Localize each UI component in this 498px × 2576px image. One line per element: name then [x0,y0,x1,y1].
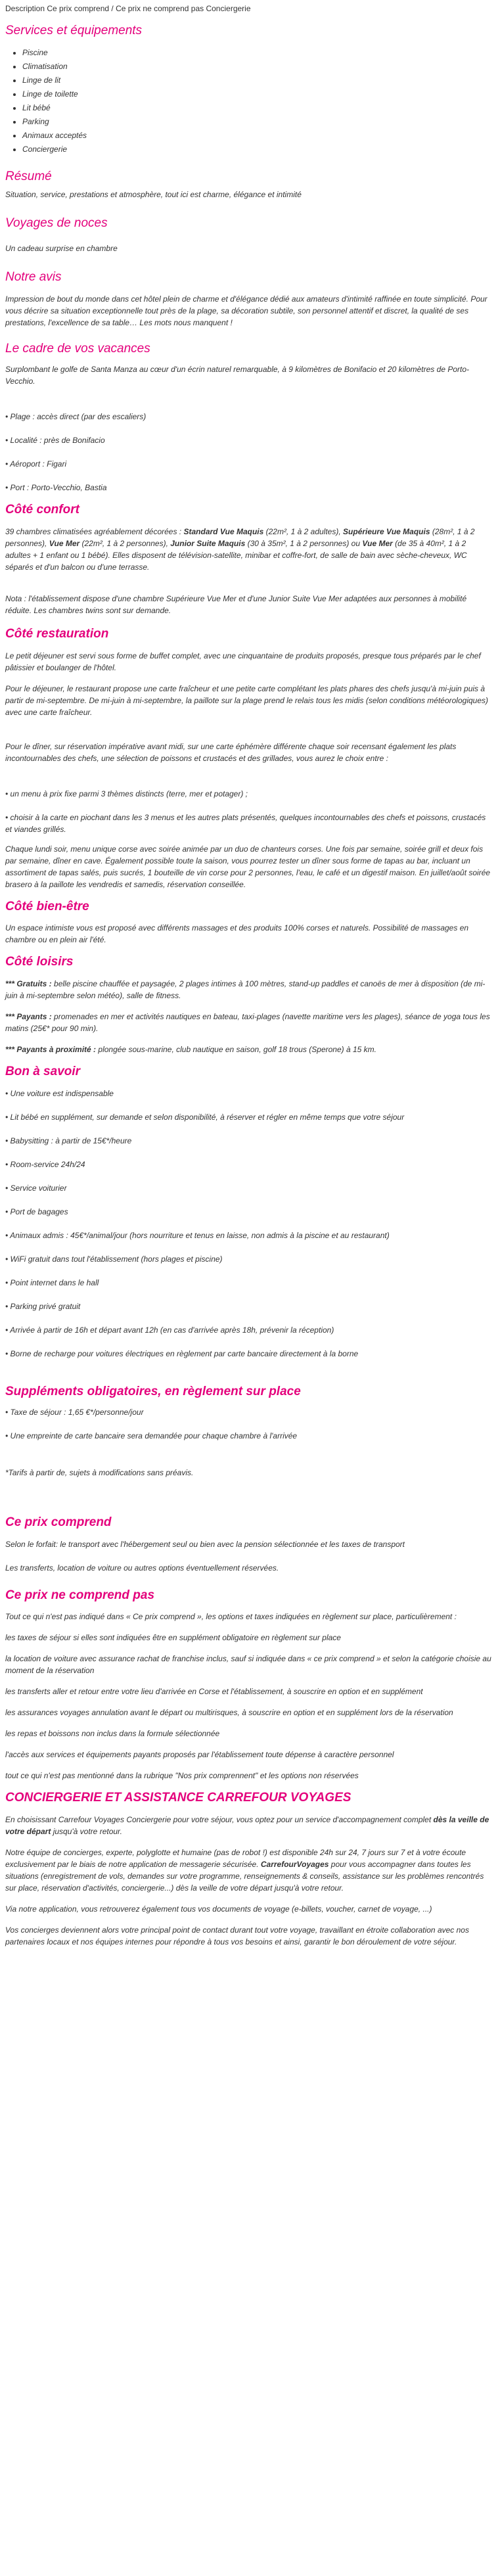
comfort-text [5,526,493,573]
info-item: • Port de bagages [5,1207,68,1216]
leisure-text: belle piscine chauffée et paysagée, 2 plages intimes à 100 mètres, stand-up paddles et canoës de mer à disposition (de mi-juin à mi-septembre selon météo), salle de fitness. [5,979,486,1001]
comfort-text-part: (22m², 1 à 2 adultes), [263,526,344,536]
comfort-text-part: (30 à 35m², 1 à 2 personnes) ou [245,538,363,548]
concierge-title: CONCIERGERIE ET ASSISTANCE CARREFOUR VOYAGES [5,1791,351,1805]
info-item: • Borne de recharge pour voitures électriques en règlement par carte bancaire directement à la borne [5,1348,359,1358]
comfort-text-part: (de 35 à 40m², 1 à 2 adultes + 1 enfant ou 1 bébé). Elles disposent de télévision-satellite, minibar et coffre-fort, de salle de bain avec sèche-cheveux, WC séparés et d'un balcon ou d'une terrasse. [5,538,467,572]
review-text: Impression de bout du monde dans cet hôtel plein de charme et d'élégance dédié aux amateurs d'intimité raffinée en toute simplicité. Pour vous décrire sa situation exceptionnelle tout près de la plage, sa décoration subtile, son personnel attentif et discret, la qualité de ses prestations, l'excellence de sa table… Les mots nous manquent ! [5,294,487,328]
list-item: • Piscine [22,47,493,58]
supplement-item: • Une empreinte de carte bancaire sera demandée pour chaque chambre à l'arrivée [5,1431,298,1440]
setting-item: • Port : Porto-Vecchio, Bastia [5,482,107,492]
info-item: • Point internet dans le hall [5,1277,99,1287]
resume-text: Situation, service, prestations et atmosphère, tout ici est charme, élégance et intimité [5,189,302,199]
price-excludes-item: les transferts aller et retour entre votre lieu d'arrivée en Corse et l'établissement, à souscrire en option et en supplément [5,1687,423,1697]
wellness-title: Côté bien-être [5,899,89,913]
resume-title: Résumé [5,169,52,183]
honeymoon-text: Un cadeau surprise en chambre [5,244,118,254]
leisure-free [5,978,493,1001]
pricing-note: *Tarifs à partir de, sujets à modifications sans préavis. [5,1467,194,1477]
leisure-paid [5,1011,493,1034]
good-to-know-title: Bon à savoir [5,1065,81,1079]
price-excludes-item: Tout ce qui n'est pas indiqué dans « Ce prix comprend », les options et taxes indiquées en règlement sur place, particulièrement : [5,1612,457,1622]
comfort-text-part: 39 chambres climatisées agréablement décorées : [5,526,184,536]
comfort-text-part: (28m², 1 à 2 personnes), [5,526,475,548]
dining-evenings: Chaque lundi soir, menu unique corse avec soirée animée par un duo de chanteurs corses. Une fois par semaine, soirée grill et deux fois par semaine, dîner en cave. Également possible toute la saison, vous pourrez tester un dîner sous forme de tapas au bar, incluant un assortiment de tapas salés, puis sucrés, 1 bouteille de vin corse pour 2 personnes, l'eau, le café et un digestif maison. En juillet/août soirée brasero à la paillote les vendredis et samedis, réservation conseillée. [5,844,491,889]
honeymoon-title: Voyages de noces [5,216,108,230]
info-item: • Lit bébé en supplément, sur demande et selon disponibilité, à réserver et régler en même temps que votre séjour [5,1112,405,1122]
room-type: Standard Vue Maquis [183,526,264,536]
supplement-item: • Taxe de séjour : 1,65 €*/personne/jour [5,1407,144,1417]
concierge-text-part: Notre équipe de concierges, experte, polyglotte et humaine (pas de robot !) est disponible 24h sur 24, 7 jours sur 7 et à votre écoute exclusivement par le biais de notre application de messagerie sécurisée. [5,1848,466,1870]
info-item: • Room-service 24h/24 [5,1159,85,1169]
services-title: Services et équipements [5,24,143,37]
price-excludes-item: les repas et boissons non inclus dans la formule sélectionnée [5,1729,220,1739]
comfort-note: Nota : l'établissement dispose d'une chambre Supérieure Vue Mer et d'une Junior Suite Vue Mer adaptées aux personnes à mobilité réduite. Les chambres twins sont sur demande. [5,593,467,615]
info-item: • Animaux admis : 45€*/animal/jour (hors nourriture et tenus en laisse, non admis à la piscine et au restaurant) [5,1230,390,1240]
review-title: Notre avis [5,270,62,285]
dining-dinner: Pour le dîner, sur réservation impérative avant midi, sur une carte éphémère différente chaque soir recensant également les plats incontournables des chefs, une sélection de poissons et crustacés et des grillades, vous aurez le choix entre : [5,741,457,763]
leisure-label: *** Gratuits : [5,979,52,989]
list-item: • Linge de toilette [22,88,493,100]
price-excludes-title: Ce prix ne comprend pas [5,1588,155,1602]
leisure-label: *** Payants à proximité : [5,1045,97,1055]
info-item: • Une voiture est indispensable [5,1088,114,1098]
dining-title: Côté restauration [5,626,109,641]
info-item: • Arrivée à partir de 16h et départ avant 12h (en cas d'arrivée après 18h, prévenir la réception) [5,1325,334,1335]
concierge-team [5,1847,493,1894]
leisure-label: *** Payants : [5,1012,52,1022]
info-item: • Parking privé gratuit [5,1301,81,1311]
info-item: • Service voiturier [5,1183,67,1193]
price-includes-text: Selon le forfait: le transport avec l'hébergement seul ou bien avec la pension sélectionnée et les taxes de transport [5,1539,405,1549]
setting-item: • Plage : accès direct (par des escaliers) [5,411,147,421]
info-item: • WiFi gratuit dans tout l'établissement (hors plages et piscine) [5,1254,223,1264]
wellness-text: Un espace intimiste vous est proposé avec différents massages et des produits 100% corses et naturels. Possibilité de massages en chambre ou en plein air l'été. [5,923,469,945]
dining-breakfast: Le petit déjeuner est servi sous forme de buffet complet, avec une cinquantaine de produits proposés, presque tous préparés par le chef pâtissier et boulanger de l'hôtel. [5,651,481,672]
price-excludes-item: les taxes de séjour si elles sont indiquées être en supplément obligatoire en règlement sur place [5,1633,341,1643]
info-item: • Babysitting : à partir de 15€*/heure [5,1136,132,1145]
leisure-nearby [5,1044,493,1055]
room-type: Vue Mer [362,538,393,548]
leisure-text: promenades en mer et activités nautiques en bateau, taxi-plages (navette maritime vers les plages), séance de yoga tous les matins (25€* pour 90 min). [5,1012,490,1034]
breadcrumb: Description Ce prix comprend / Ce prix ne comprend pas Conciergerie [5,4,251,13]
price-includes-text: Les transferts, location de voiture ou autres options éventuellement réservées. [5,1563,279,1573]
concierge-brand: CarrefourVoyages [260,1860,329,1870]
room-type: Supérieure Vue Maquis [343,526,430,536]
concierge-text-part: En choisissant Carrefour Voyages Conciergerie pour votre séjour, vous optez pour un service d'accompagnement complet [5,1815,434,1825]
price-includes-title: Ce prix comprend [5,1515,112,1529]
price-excludes-item: tout ce qui n'est pas mentionné dans la rubrique "Nos prix comprennent" et les options non réservées [5,1771,359,1781]
list-item: • Animaux acceptés [22,129,493,141]
price-excludes-item: l'accès aux services et équipements payants proposés par l'établissement toute dépense à caractère personnel [5,1750,394,1760]
equipment-list [22,47,493,155]
dining-lunch: Pour le déjeuner, le restaurant propose une carte fraîcheur et une petite carte complétant les plats phares des chefs jusqu'à mi-juin puis à partir de mi-septembre. De mi-juin à mi-septembre, la paillote sur la plage prend le relais tous les midis (selon conditions météorologiques) avec une carte fraîcheur. [5,683,488,717]
room-type: Junior Suite Maquis [170,538,246,548]
supplements-title: Suppléments obligatoires, en règlement sur place [5,1384,301,1398]
comfort-title: Côté confort [5,502,79,517]
price-excludes-item: les assurances voyages annulation avant le départ ou multirisques, à souscrire en option et en supplément lors de la réservation [5,1708,453,1718]
leisure-text: plongée sous-marine, club nautique en saison, golf 18 trous (Sperone) à 15 km. [96,1045,376,1055]
setting-intro: Surplombant le golfe de Santa Manza au cœur d'un écrin naturel remarquable, à 9 kilomètres de Bonifacio et 20 kilomètres de Porto-Vecchio. [5,364,470,386]
price-excludes-item: la location de voiture avec assurance rachat de franchise inclus, sauf si indiquée dans « ce prix comprend » et selon la catégorie choisie au moment de la réservation [5,1654,491,1676]
concierge-text-part: jusqu'à votre retour. [51,1827,122,1837]
concierge-contact: Vos concierges deviennent alors votre principal point de contact durant tout votre voyage, travaillant en étroite collaboration avec nos partenaires locaux et nos équipes internes pour répondre à tous vos besoins et ainsi, garantir le bon déroulement de votre séjour. [5,1925,469,1947]
list-item: • Lit bébé [22,102,493,114]
room-type: Vue Mer [49,538,80,548]
setting-item: • Localité : près de Bonifacio [5,435,105,445]
dining-option: • un menu à prix fixe parmi 3 thèmes distincts (terre, mer et potager) ; [5,789,248,798]
list-item: • Climatisation [22,60,493,72]
setting-item: • Aéroport : Figari [5,459,67,469]
list-item: • Linge de lit [22,74,493,86]
dining-option: • choisir à la carte en piochant dans les 3 menus et les autres plats présentés, quelques incontournables des chefs et poissons, crustacés et viandes grillés. [5,812,486,834]
concierge-intro [5,1814,493,1837]
concierge-app: Via notre application, vous retrouverez également tous vos documents de voyage (e-billets, voucher, carnet de voyage, ...) [5,1904,432,1914]
comfort-text-part: (22m², 1 à 2 personnes), [79,538,171,548]
concierge-highlight: dès la veille de votre départ [5,1815,489,1837]
list-item: • Parking [22,116,493,127]
concierge-text-part: pour vous accompagner dans toutes les situations (enregistrement de vols, demandes sur votre programme, renseignements & conseils, assistance sur les problèmes rencontrés sur place, réservation d'activités, conciergerie...) dès la veille de votre départ jusqu'à votre retour. [5,1860,484,1893]
setting-title: Le cadre de vos vacances [5,342,150,356]
list-item: • Conciergerie [22,143,493,155]
leisure-title: Côté loisirs [5,955,74,969]
